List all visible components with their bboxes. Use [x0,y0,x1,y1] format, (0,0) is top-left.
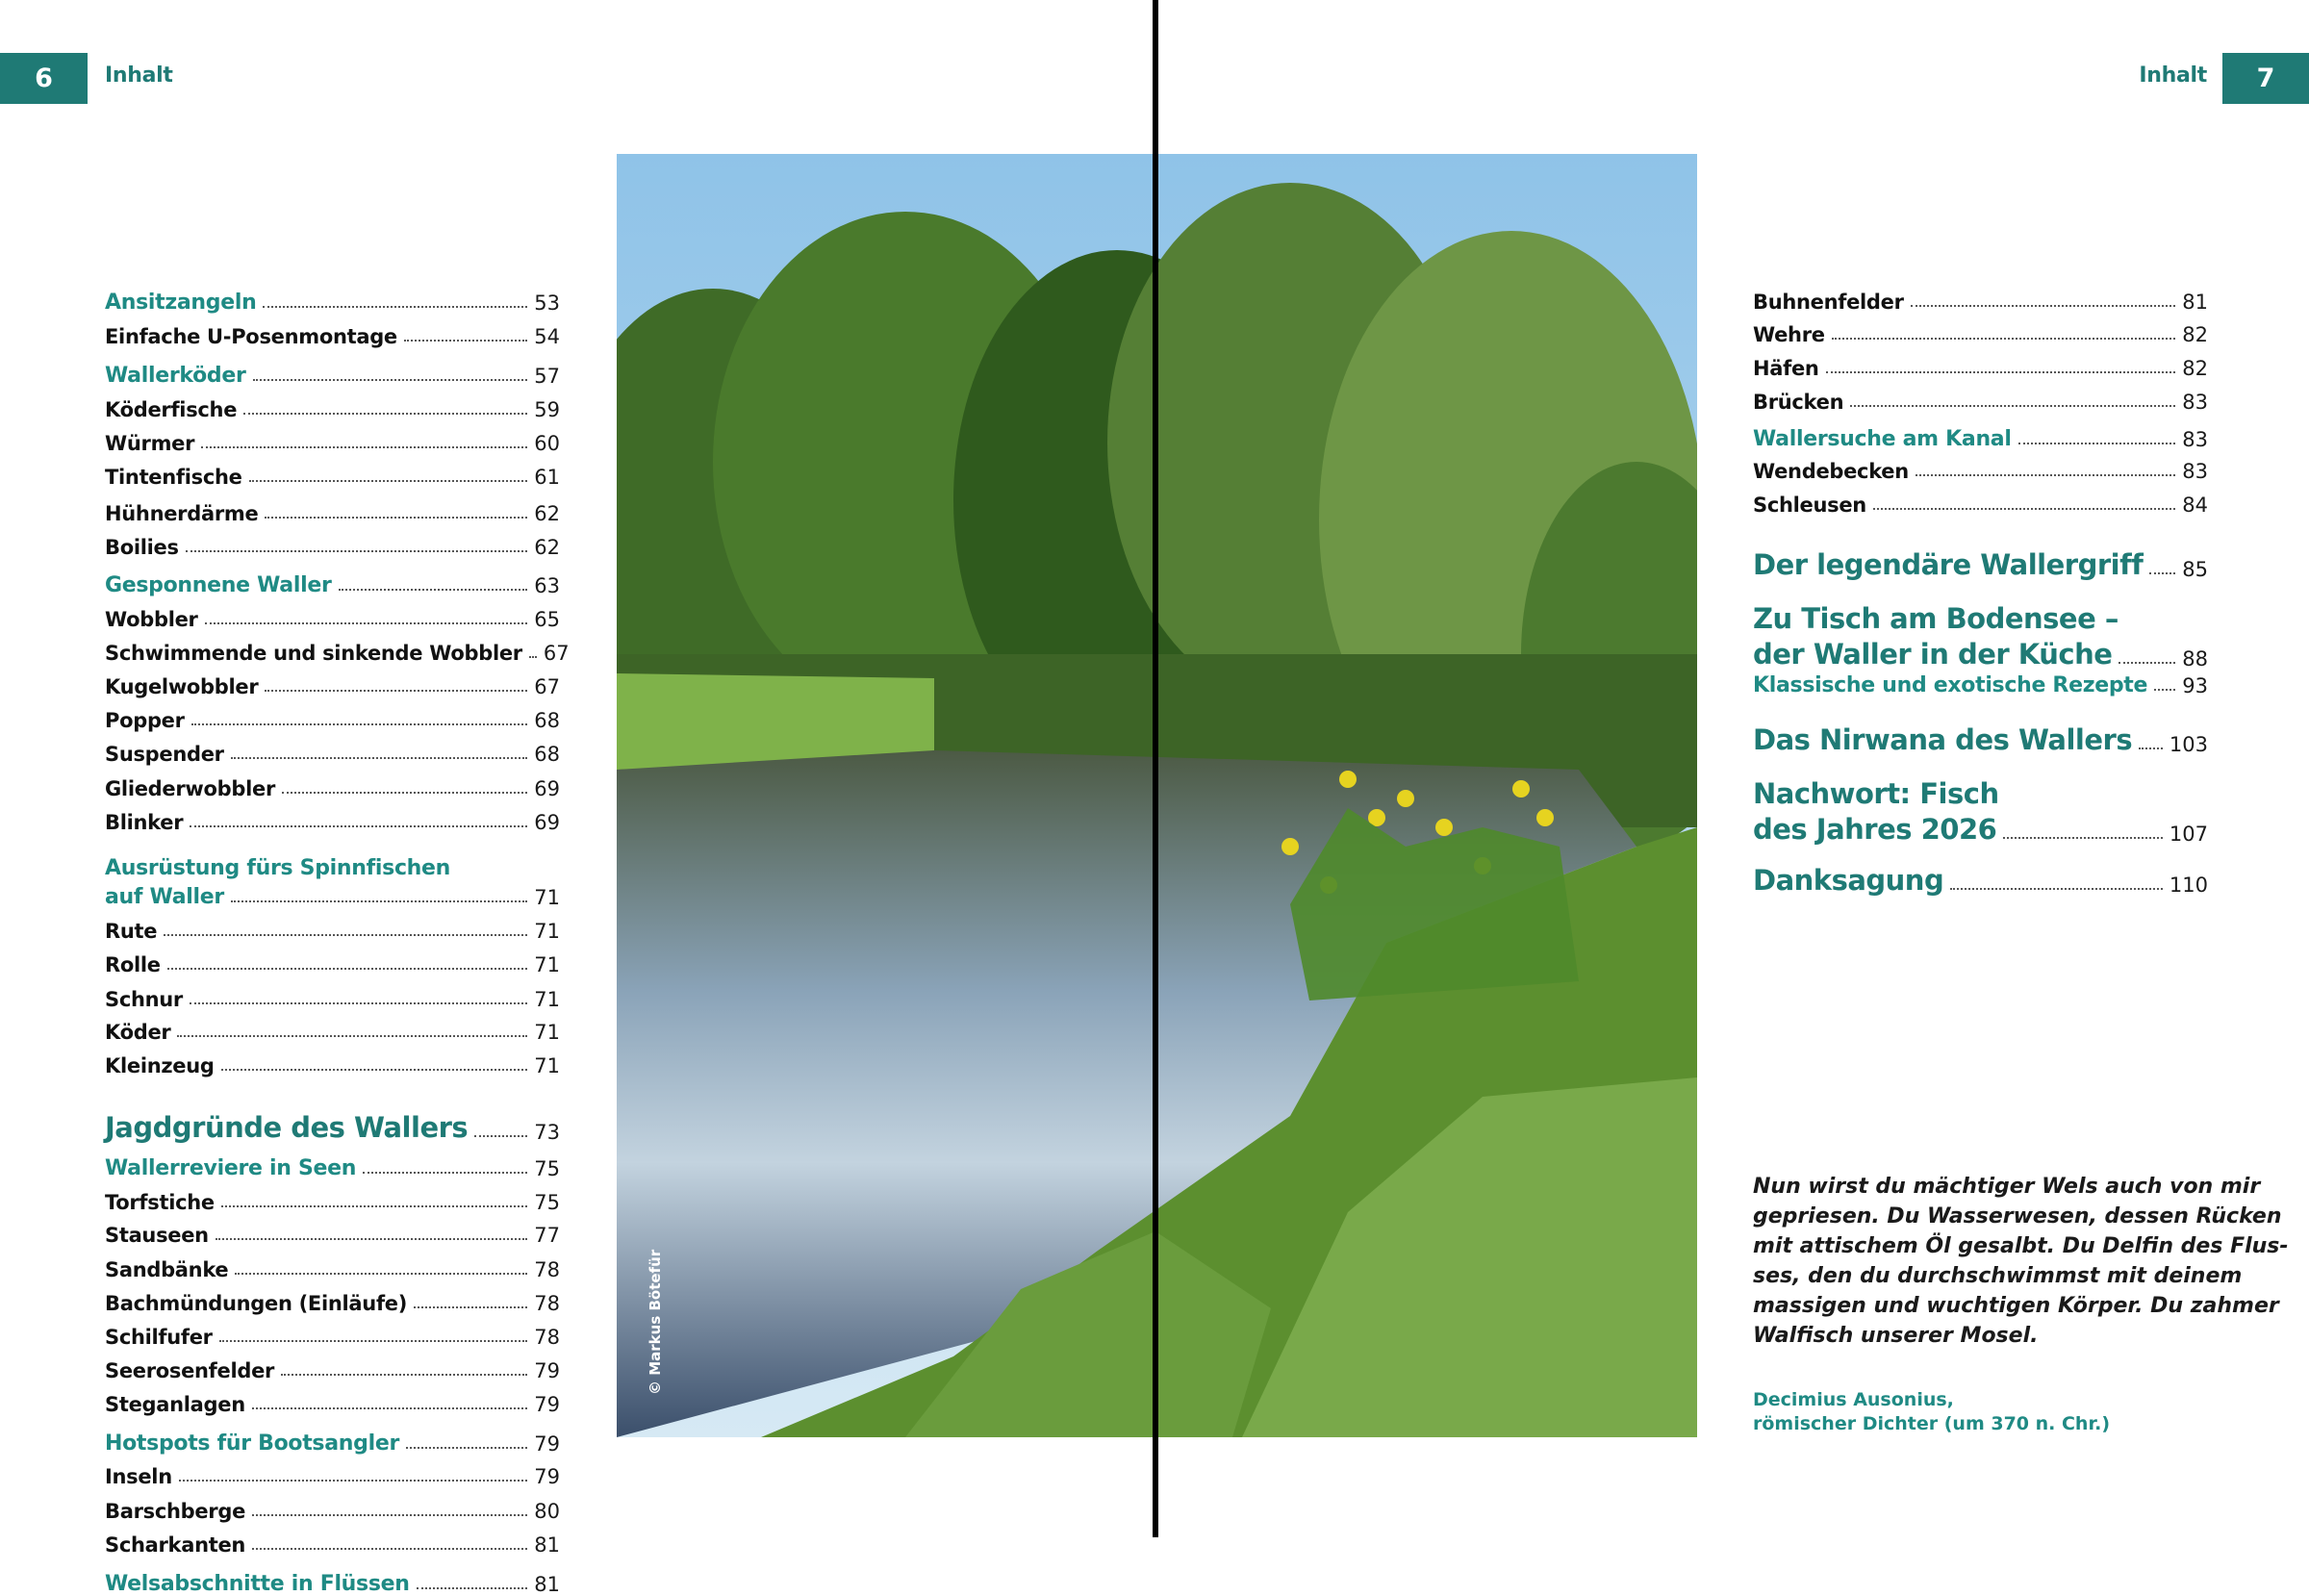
dot-leader [404,340,527,342]
toc-entry-page: 79 [534,1465,560,1488]
toc-entry[interactable] [1753,494,2208,517]
toc-entry[interactable] [105,1191,560,1214]
toc-entry-page: 83 [2182,428,2208,451]
toc-entry[interactable] [105,364,560,388]
dot-leader [231,757,528,759]
toc-entry[interactable] [105,573,560,597]
toc-entry[interactable] [105,953,560,976]
toc-entry[interactable] [105,325,560,348]
toc-entry[interactable] [105,1431,560,1456]
dot-leader [281,1374,527,1376]
dot-leader [190,825,527,827]
toc-entry-page: 81 [2182,291,2208,314]
toc-entry-title: des Jahres 2026 [1753,813,1997,846]
toc-entry-page: 54 [534,325,560,348]
dot-leader [252,1407,527,1409]
toc-entry[interactable] [105,777,560,800]
toc-entry-title: Wendebecken [1753,460,1909,483]
quote-line: Walfisch unserer Mosel. [1753,1324,2039,1348]
toc-entry-title: Bachmündungen (Einläufe) [105,1292,408,1315]
toc-entry-title: Der legendäre Wallergriff [1753,548,2144,581]
toc-entry-title: Sandbänke [105,1258,229,1281]
dot-leader [2139,747,2163,749]
toc-entry[interactable] [105,1465,560,1488]
toc-entry-page: 62 [534,502,560,525]
toc-entry[interactable] [1753,813,2208,846]
dot-leader [221,1205,527,1207]
dot-leader [231,900,527,902]
toc-entry-page: 53 [534,291,560,315]
dot-leader [1850,405,2175,407]
quote-line: gepriesen. Du Wasserwesen, dessen Rücken [1753,1204,2282,1229]
dot-leader [414,1306,527,1308]
toc-entry-page: 67 [534,675,560,698]
toc-entry-page: 82 [2182,357,2208,380]
dot-leader [190,1002,527,1004]
quote-text [1753,1172,2289,1351]
toc-entry-title: Einfache U-Posenmontage [105,325,397,348]
toc-title-first-line [1753,777,2208,810]
toc-entry[interactable] [105,885,560,909]
toc-entry-page: 71 [534,920,560,943]
toc-entry-page: 69 [534,777,560,800]
toc-entry-title: Klassische und exotische Rezepte [1753,673,2148,697]
toc-entry[interactable] [1753,673,2208,697]
toc-entry[interactable] [105,502,560,525]
toc-entry[interactable] [105,1111,560,1144]
toc-entry-page: 60 [534,432,560,455]
dot-leader [252,1514,527,1516]
quote-line: massigen und wuchtigen Körper. Du zahmer [1753,1294,2279,1318]
toc-entry-title: Wallerköder [105,364,246,388]
left-running-header: Inhalt [105,63,173,88]
dot-leader [263,306,527,308]
toc-entry-title: Gesponnene Waller [105,573,332,597]
toc-entry-page: 83 [2182,460,2208,483]
toc-entry[interactable] [105,1500,560,1523]
dot-leader [2154,689,2175,691]
toc-entry-title: Schwimmende und sinkende Wobbler [105,642,522,665]
toc-entry-title: der Waller in der Küche [1753,638,2113,671]
toc-entry-title: Tintenfische [105,466,242,489]
toc-entry-page: 73 [534,1121,560,1144]
dot-leader [164,934,527,936]
toc-entry-page: 71 [534,886,560,909]
right-page-number: 7 [2222,53,2309,104]
dot-leader [177,1035,527,1037]
dot-leader [221,1069,528,1071]
toc-entry[interactable] [105,988,560,1011]
toc-entry[interactable] [105,1021,560,1044]
toc-entry-page: 103 [2169,733,2208,756]
toc-entry[interactable] [1753,391,2208,414]
toc-entry[interactable] [105,1326,560,1349]
dot-leader [1916,474,2175,476]
toc-entry[interactable] [105,1359,560,1382]
dot-leader [1950,888,2163,890]
toc-entry-title: Suspender [105,743,224,766]
toc-entry-title: Steganlagen [105,1393,245,1416]
toc-entry-page: 85 [2182,558,2208,581]
toc-entry-page: 69 [534,811,560,834]
toc-entry-title: Inseln [105,1465,172,1488]
dot-leader [406,1447,527,1449]
toc-entry[interactable] [105,1393,560,1416]
toc-entry-page: 75 [534,1191,560,1214]
toc-entry-title: Rute [105,920,158,943]
dot-leader [417,1587,528,1589]
toc-entry[interactable] [105,1572,560,1596]
toc-entry[interactable] [1753,323,2208,346]
toc-entry-page: 77 [534,1224,560,1247]
toc-entry-page: 110 [2169,874,2208,897]
toc-entry[interactable] [105,642,570,665]
dot-leader [253,379,528,381]
toc-entry-title: Stauseen [105,1224,209,1247]
toc-entry-title: auf Waller [105,885,224,909]
toc-entry-page: 79 [534,1393,560,1416]
toc-entry-page: 71 [534,988,560,1011]
toc-entry-title: Jagdgründe des Wallers [105,1111,469,1144]
quote-source [1753,1388,2110,1436]
toc-entry-page: 88 [2182,647,2208,671]
dot-leader [474,1135,527,1137]
toc-entry-title: Hühnerdärme [105,502,259,525]
toc-entry[interactable] [105,811,560,834]
toc-entry-title: Welsabschnitte in Flüssen [105,1572,410,1596]
toc-entry[interactable] [105,1292,560,1315]
toc-entry-title: Das Nirwana des Wallers [1753,723,2133,756]
toc-entry[interactable] [1753,638,2208,671]
toc-entry-page: 61 [534,466,560,489]
toc-entry-title: Scharkanten [105,1533,246,1557]
toc-entry-page: 82 [2182,323,2208,346]
toc-entry[interactable] [105,743,560,766]
dot-leader [219,1340,528,1342]
dot-leader [529,656,537,658]
toc-entry-title: Buhnenfelder [1753,291,1904,314]
toc-entry-title: Popper [105,709,185,732]
toc-entry-page: 68 [534,743,560,766]
toc-title-first-line [105,856,560,880]
toc-entry[interactable] [1753,291,2208,314]
toc-entry-page: 84 [2182,494,2208,517]
dot-leader [216,1238,527,1240]
dot-leader [167,968,528,970]
toc-entry-title: Hotspots für Bootsangler [105,1431,399,1456]
quote-line: mit attischem Öl gesalbt. Du Delfin des Flus- [1753,1234,2289,1258]
toc-entry[interactable] [105,1054,560,1077]
dot-leader [2149,572,2175,574]
toc-entry[interactable] [105,920,560,943]
dot-leader [1873,508,2175,510]
dot-leader [2003,837,2163,839]
toc-entry-title: Schleusen [1753,494,1866,517]
toc-entry-page: 80 [534,1500,560,1523]
toc-entry-title: Wallersuche am Kanal [1753,427,2012,451]
dot-leader [282,792,527,794]
dot-leader [265,690,527,692]
dot-leader [205,622,528,624]
toc-entry[interactable] [105,398,560,421]
toc-entry-page: 79 [534,1359,560,1382]
toc-entry-title: Wobbler [105,608,198,631]
dot-leader [2119,662,2175,664]
toc-entry[interactable] [105,1224,560,1247]
toc-entry[interactable] [105,608,560,631]
toc-entry-page: 75 [534,1157,560,1180]
toc-entry-title: Köderfische [105,398,238,421]
toc-entry[interactable] [105,675,560,698]
toc-entry-page: 68 [534,709,560,732]
toc-entry-page: 59 [534,398,560,421]
dot-leader [1911,305,2176,307]
dot-leader [191,723,528,725]
dot-leader [2018,443,2176,444]
toc-entry-title: Ansitzangeln [105,291,257,315]
toc-entry[interactable] [105,709,560,732]
dot-leader [252,1548,527,1550]
toc-entry-title: Ausrüstung fürs Spinnfischen [105,856,451,880]
toc-entry-title: Barschberge [105,1500,246,1523]
toc-entry-title: Brücken [1753,391,1844,414]
toc-entry-title: Zu Tisch am Bodensee – [1753,602,2119,635]
toc-entry-title: Danksagung [1753,864,1944,897]
dot-leader [249,480,528,482]
toc-entry-page: 71 [534,1054,560,1077]
photo-credit: © Markus Bötefür [647,1249,664,1395]
toc-entry-title: Schnur [105,988,183,1011]
dot-leader [363,1172,527,1174]
dot-leader [235,1273,527,1275]
toc-entry-page: 62 [534,536,560,559]
toc-entry-title: Häfen [1753,357,1819,380]
toc-title-first-line [1753,602,2208,635]
toc-entry-title: Wehre [1753,323,1825,346]
toc-entry-page: 107 [2169,823,2208,846]
toc-entry-page: 57 [534,365,560,388]
toc-entry-page: 78 [534,1326,560,1349]
dot-leader [179,1480,527,1482]
toc-entry-title: Kugelwobbler [105,675,259,698]
toc-entry[interactable] [105,291,560,315]
dot-leader [339,589,528,591]
quote-line: Nun wirst du mächtiger Wels auch von mir [1753,1175,2261,1199]
toc-entry-page: 78 [534,1292,560,1315]
toc-entry[interactable] [1753,427,2208,451]
dot-leader [1826,371,2176,373]
toc-entry-page: 63 [534,574,560,597]
dot-leader [265,517,527,519]
toc-entry-title: Nachwort: Fisch [1753,777,1999,810]
quote-line: ses, den du durchschwimmst mit deinem [1753,1264,2243,1288]
toc-entry-title: Torfstiche [105,1191,215,1214]
toc-entry-title: Boilies [105,536,179,559]
toc-entry-page: 65 [534,608,560,631]
toc-entry-page: 71 [534,953,560,976]
toc-entry-page: 81 [534,1573,560,1596]
dot-leader [1832,338,2176,340]
toc-entry[interactable] [1753,864,2208,897]
toc-entry-page: 79 [534,1432,560,1456]
toc-entry-title: Rolle [105,953,161,976]
dot-leader [186,550,528,552]
quote-source-line: römischer Dichter (um 370 n. Chr.) [1753,1413,2111,1434]
left-page-number: 6 [0,53,88,104]
dot-leader [201,446,527,448]
toc-entry[interactable] [105,466,560,489]
dot-leader [243,413,527,415]
right-running-header: Inhalt [2139,63,2207,88]
toc-entry-page: 83 [2182,391,2208,414]
toc-entry[interactable] [1753,357,2208,380]
toc-entry-title: Seerosenfelder [105,1359,275,1382]
toc-entry-title: Köder [105,1021,171,1044]
gutter-line [1153,0,1158,1537]
toc-entry-page: 71 [534,1021,560,1044]
toc-entry-title: Schilfufer [105,1326,213,1349]
toc-entry-page: 67 [543,642,570,665]
toc-entry-title: Kleinzeug [105,1054,215,1077]
toc-entry[interactable] [1753,723,2208,756]
toc-entry-page: 78 [534,1258,560,1281]
toc-entry[interactable] [105,432,560,455]
toc-entry-title: Würmer [105,432,195,455]
toc-entry-title: Gliederwobbler [105,777,275,800]
toc-entry-page: 81 [534,1533,560,1557]
toc-entry[interactable] [1753,548,2208,581]
toc-entry-page: 93 [2182,674,2208,697]
toc-entry-title: Wallerreviere in Seen [105,1156,357,1180]
quote-source-line: Decimius Ausonius, [1753,1389,1954,1410]
toc-entry[interactable] [105,1156,560,1180]
toc-entry[interactable] [1753,460,2208,483]
toc-entry[interactable] [105,1258,560,1281]
toc-entry[interactable] [105,536,560,559]
toc-entry-title: Blinker [105,811,184,834]
